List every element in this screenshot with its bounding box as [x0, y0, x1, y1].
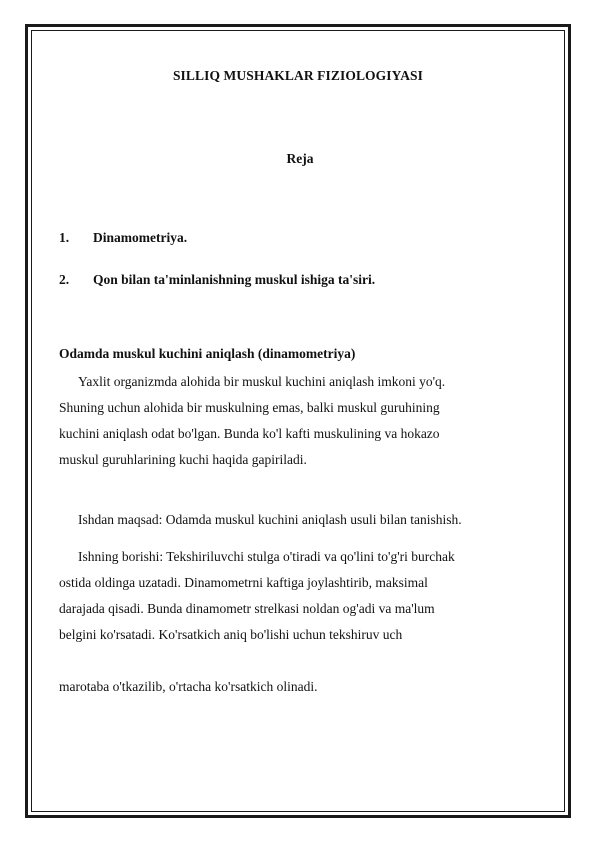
paragraph-line: Shuning uchun alohida bir muskulning emas, balki muskul guruhining	[59, 400, 440, 415]
paragraph-procedure	[59, 544, 549, 648]
plan-item-text: Dinamometriya.	[93, 230, 188, 245]
paragraph-line: belgini ko'rsatadi. Ko'rsatkich aniq bo'lishi uchun tekshiruv uch	[59, 627, 403, 642]
plan-item	[59, 230, 187, 246]
paragraph-conclusion	[59, 674, 549, 700]
plan-item-text: Qon bilan ta'minlanishning muskul ishiga ta'siri.	[93, 272, 376, 287]
document-title: SILLIQ MUSHAKLAR FIZIOLOGIYASI	[172, 68, 424, 83]
paragraph-line: muskul guruhlarining kuchi haqida gapiriladi.	[59, 452, 307, 467]
paragraph-line: kuchini aniqlash odat bo'lgan. Bunda ko'l kafti muskulining va hokazo	[59, 426, 440, 441]
plan-item-number: 1.	[59, 230, 70, 245]
plan-item-number: 2.	[59, 272, 70, 287]
plan-heading: Reja	[286, 151, 314, 166]
paragraph-line: ostida oldinga uzatadi. Dinamometrni kaftiga joylashtirib, maksimal	[59, 575, 428, 590]
paragraph-line: Ishning borishi: Tekshiriluvchi stulga o'tiradi va qo'lini to'g'ri burchak	[78, 549, 455, 564]
plan-item	[59, 272, 375, 288]
paragraph-intro	[59, 369, 549, 473]
paragraph-aim	[59, 507, 549, 533]
section-heading: Odamda muskul kuchini aniqlash (dinamometriya)	[59, 346, 356, 361]
paragraph-line: darajada qisadi. Bunda dinamometr strelkasi noldan og'adi va ma'lum	[59, 601, 435, 616]
paragraph-line: marotaba o'tkazilib, o'rtacha ko'rsatkich olinadi.	[59, 679, 318, 694]
paragraph-line: Ishdan maqsad: Odamda muskul kuchini aniqlash usuli bilan tanishish.	[78, 512, 462, 527]
paragraph-line: Yaxlit organizmda alohida bir muskul kuchini aniqlash imkoni yo'q.	[78, 374, 446, 389]
